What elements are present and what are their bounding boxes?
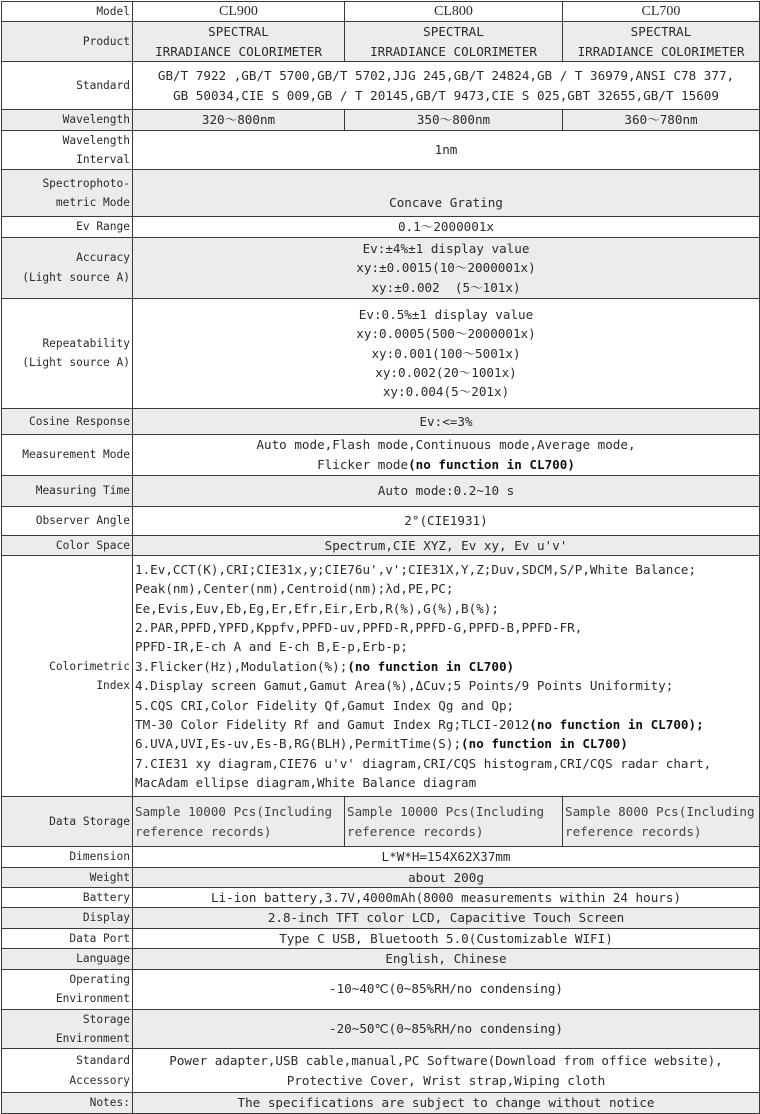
accuracy-value — [133, 237, 760, 298]
row-data-port — [2, 928, 760, 948]
label-line: Storage — [82, 1012, 130, 1026]
battery-value: Li-ion battery,3.7V,4000mAh(8000 measurements within 24 hours) — [133, 888, 760, 908]
product-line: IRRADIANCE COLORIMETER — [577, 43, 745, 59]
cl700-note: (no function in CL700) — [408, 456, 575, 472]
index-line: 5.CQS CRI,Color Fidelity Qf,Gamut Index Qg and Qp; — [135, 697, 515, 713]
row-ev-range — [2, 217, 760, 237]
index-text: TM-30 Color Fidelity Rf and Gamut Index Rg;TLCI-2012 — [135, 717, 530, 733]
row-repeatability — [2, 298, 760, 408]
storage-line: Sample 10000 Pcs(Including — [135, 804, 333, 820]
ev-range-value: 0.1～2000001x — [133, 217, 760, 237]
index-line: 7.CIE31 xy diagram,CIE76 u'v' diagram,CRI/CQS histogram,CRI/CQS radar chart, — [135, 755, 712, 771]
measurement-line — [135, 455, 757, 474]
row-display — [2, 908, 760, 928]
product-line: IRRADIANCE COLORIMETER — [370, 43, 537, 59]
repeatability-line: xy:0.0005(500～2000001x) — [356, 326, 536, 342]
row-operating-env — [2, 969, 760, 1009]
mode-value: Concave Grating — [133, 170, 760, 217]
row-label: Data Port — [2, 928, 133, 948]
label-line: Wavelength — [62, 133, 130, 147]
product-cl700 — [563, 22, 760, 62]
row-label: Ev Range — [2, 217, 133, 237]
row-spectro-mode — [2, 170, 760, 217]
row-accuracy — [2, 237, 760, 298]
row-label: Color Space — [2, 535, 133, 555]
row-label: Measuring Time — [2, 475, 133, 506]
row-storage-env — [2, 1009, 760, 1049]
time-value: Auto mode:0.2~10 s — [133, 475, 760, 506]
product-line: SPECTRAL — [423, 24, 484, 40]
interval-value: 1nm — [133, 130, 760, 170]
index-line: MacAdam ellipse diagram,White Balance diagram — [135, 775, 477, 791]
measurement-text: Flicker mode — [317, 456, 409, 472]
row-data-storage — [2, 797, 760, 847]
index-line: 4.Display screen Gamut,Gamut Area(%),ΔCuv;5 Points/9 Points Uniformity; — [135, 678, 674, 694]
wavelength-cl800: 350～800nm — [345, 110, 563, 130]
model-cl700: CL700 — [563, 2, 760, 22]
row-measurement-mode — [2, 434, 760, 475]
index-line: Peak(nm),Center(nm),Centroid(nm);λd,PE,PC; — [135, 581, 454, 597]
weight-value: about 200g — [133, 867, 760, 887]
accuracy-line: xy:±0.002 (5～101x) — [371, 279, 521, 295]
row-label: Dimension — [2, 847, 133, 867]
label-line: Interval — [76, 153, 130, 167]
colorimetric-value — [133, 556, 760, 797]
row-weight — [2, 867, 760, 887]
index-line: 2.PAR,PPFD,YPFD,Kppfv,PPFD-uv,PPFD-R,PPFD-G,PPFD-B,PPFD-FR, — [135, 620, 583, 636]
row-dimension — [2, 847, 760, 867]
dimension-value: L*W*H=154X62X37mm — [133, 847, 760, 867]
row-label — [2, 1049, 133, 1093]
label-line: metric Mode — [55, 196, 130, 210]
row-label — [2, 556, 133, 797]
row-label: Cosine Response — [2, 408, 133, 434]
row-label — [2, 969, 133, 1009]
row-label: Language — [2, 949, 133, 969]
label-line: Repeatability — [42, 336, 130, 350]
repeatability-line: xy:0.004(5～201x) — [382, 384, 510, 400]
accuracy-line: xy:±0.0015(10～2000001x) — [356, 260, 536, 276]
row-label — [2, 170, 133, 217]
cl700-note: (no function in CL700) — [461, 736, 628, 752]
cosine-value: Ev:<=3% — [133, 408, 760, 434]
index-line — [135, 734, 757, 753]
row-label — [2, 298, 133, 408]
model-cl800: CL800 — [345, 2, 563, 22]
row-cosine — [2, 408, 760, 434]
label-line: Operating — [69, 972, 130, 986]
index-line — [135, 715, 757, 734]
row-product — [2, 22, 760, 62]
port-value: Type C USB, Bluetooth 5.0(Customizable WIFI) — [133, 928, 760, 948]
row-label: Standard — [2, 62, 133, 110]
row-battery — [2, 888, 760, 908]
row-label: Wavelength — [2, 110, 133, 130]
notes-value: The specifications are subject to change without notice — [133, 1093, 760, 1113]
repeatability-line: Ev:0.5%±1 display value — [358, 306, 534, 322]
row-measuring-time — [2, 475, 760, 506]
wavelength-cl900: 320～800nm — [133, 110, 345, 130]
row-label: Model — [2, 2, 133, 22]
repeatability-line: xy:0.001(100～5001x) — [371, 345, 521, 361]
storage-line: Sample 10000 Pcs(Including — [347, 804, 545, 820]
cl700-note: (no function in CL700); — [529, 717, 704, 733]
storage-cl800 — [345, 797, 563, 847]
row-accessory — [2, 1049, 760, 1093]
row-label: Data Storage — [2, 797, 133, 847]
index-line — [135, 657, 757, 676]
product-line: SPECTRAL — [208, 24, 269, 40]
cl700-note: (no function in CL700) — [347, 658, 515, 674]
measurement-value — [133, 434, 760, 475]
row-language — [2, 949, 760, 969]
row-label — [2, 237, 133, 298]
label-line: Environment — [55, 992, 130, 1006]
row-interval — [2, 130, 760, 170]
storage-cl900 — [133, 797, 345, 847]
index-line: PPFD-IR,E-ch A and E-ch B,E-p,Erb-p; — [135, 639, 408, 655]
row-label: Display — [2, 908, 133, 928]
accessory-line: Power adapter,USB cable,manual,PC Software(Download from office website), — [169, 1053, 723, 1069]
label-line: Index — [96, 679, 130, 693]
storage-line: reference records) — [347, 823, 484, 839]
row-colorimetric — [2, 556, 760, 797]
spec-table — [1, 1, 760, 1114]
product-line: SPECTRAL — [630, 24, 692, 40]
wavelength-cl700: 360～780nm — [563, 110, 760, 130]
label-line: (Light source A) — [22, 356, 130, 370]
row-label: Measurement Mode — [2, 434, 133, 475]
storage-line: reference records) — [135, 823, 272, 839]
standard-line: GB 50034,CIE S 009,GB / T 20145,GB/T 9473,CIE S 025,GBT 32655,GB/T 15609 — [173, 87, 719, 103]
label-line: Accuracy — [76, 251, 130, 265]
row-wavelength — [2, 110, 760, 130]
row-label: Battery — [2, 888, 133, 908]
row-model — [2, 2, 760, 22]
model-cl900: CL900 — [133, 2, 345, 22]
accessory-value — [133, 1049, 760, 1093]
accuracy-line: Ev:±4%±1 display value — [362, 240, 530, 256]
label-line: Environment — [55, 1031, 130, 1045]
language-value: English, Chinese — [133, 949, 760, 969]
measurement-line: Auto mode,Flash mode,Continuous mode,Average mode, — [256, 437, 636, 453]
label-line: (Light source A) — [22, 270, 130, 284]
storage-cl700 — [563, 797, 760, 847]
row-label: Weight — [2, 867, 133, 887]
row-label: Observer Angle — [2, 506, 133, 535]
index-line: 1.Ev,CCT(K),CRI;CIE31x,y;CIE76u',v';CIE31X,Y,Z;Duv,SDCM,S/P,White Balance; — [135, 561, 697, 577]
repeatability-value — [133, 298, 760, 408]
row-observer — [2, 506, 760, 535]
standard-line: GB/T 7922 ,GB/T 5700,GB/T 5702,JJG 245,GB/T 24824,GB / T 36979,ANSI C78 377, — [157, 68, 735, 84]
index-text: 6.UVA,UVI,Es-uv,Es-B,RG(BLH),PermitTime(S); — [135, 736, 462, 752]
label-line: Spectrophoto- — [42, 177, 130, 191]
standard-value — [133, 62, 760, 110]
row-label — [2, 1009, 133, 1049]
index-line: Ee,Evis,Euv,Eb,Eg,Er,Efr,Eir,Erb,R(%),G(%),B(%); — [135, 600, 499, 616]
color-space-value: Spectrum,CIE XYZ, Ev xy, Ev u'v' — [133, 535, 760, 555]
product-cl800 — [345, 22, 563, 62]
display-value: 2.8-inch TFT color LCD, Capacitive Touch Screen — [133, 908, 760, 928]
row-label: Notes: — [2, 1093, 133, 1113]
label-line: Standard — [76, 1054, 130, 1068]
label-line: Accessory — [69, 1073, 130, 1087]
repeatability-line: xy:0.002(20～1001x) — [375, 365, 517, 381]
label-line: Colorimetric — [49, 659, 130, 673]
storage-env-value: -20~50℃(0~85%RH/no condensing) — [133, 1009, 760, 1049]
row-standard — [2, 62, 760, 110]
product-line: IRRADIANCE COLORIMETER — [155, 43, 322, 59]
row-color-space — [2, 535, 760, 555]
operating-value: -10~40℃(0~85%RH/no condensing) — [133, 969, 760, 1009]
row-notes — [2, 1093, 760, 1113]
accessory-line: Protective Cover, Wrist strap,Wiping cloth — [286, 1072, 606, 1088]
index-text: 3.Flicker(Hz),Modulation(%); — [135, 658, 348, 674]
observer-value: 2°(CIE1931) — [133, 506, 760, 535]
storage-line: Sample 8000 Pcs(Including — [565, 804, 755, 820]
storage-line: reference records) — [565, 823, 702, 839]
row-label — [2, 130, 133, 170]
product-cl900 — [133, 22, 345, 62]
row-label: Product — [2, 22, 133, 62]
